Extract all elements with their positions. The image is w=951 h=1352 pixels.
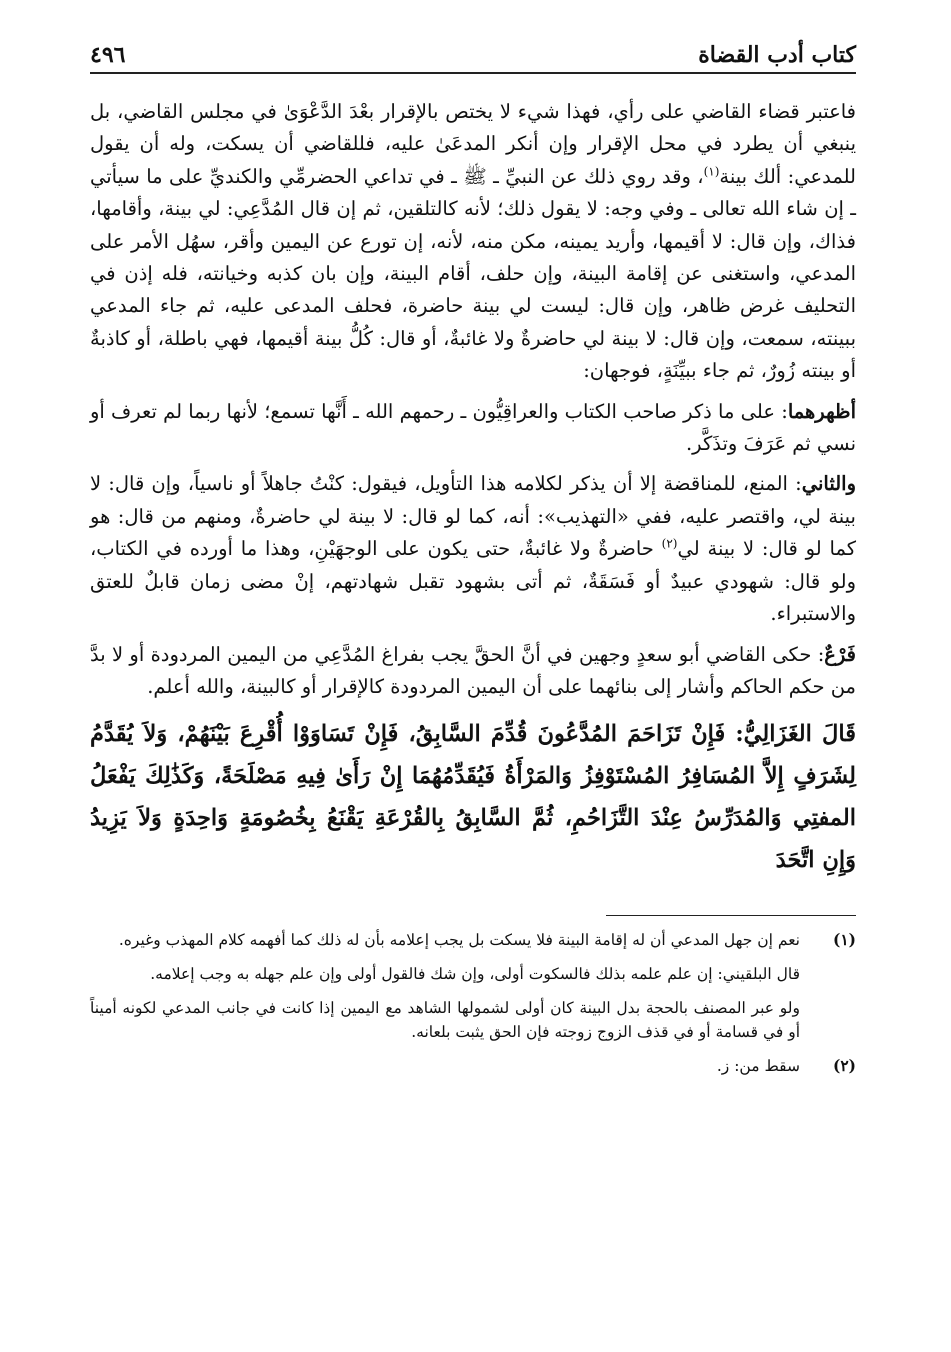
footnote-1-text: نعم إن جهل المدعي أن له إقامة البينة فلا يسكت بل يجب إعلامه بأن له ذلك كما أفهمه كلام المهذب وغيره. bbox=[118, 931, 800, 950]
paragraph-3-part-a: : المنع، للمناقضة إلا أن يذكر لكلامه هذا التأويل، فيقول: كنْتُ جاهلاً أو ناسياً، وإن قال: لا بينة لي، واقتصر عليه، ففي «التهذيب»: أنه، كما لو قال: لا بينة لي حاضرةٌ، ومنهم من قال: هو كما لو قال: لا بينة لي bbox=[90, 472, 856, 561]
footnotes bbox=[90, 928, 856, 1078]
footnote-ref-2: (٢) bbox=[661, 536, 678, 551]
footnote-ref-1: (١) bbox=[703, 164, 720, 179]
footnote-2-text: سقط من: ز. bbox=[716, 1057, 800, 1076]
running-header bbox=[90, 28, 856, 74]
footnote-2 bbox=[90, 1054, 856, 1078]
paragraph-1-part-a: فاعتبر قضاء القاضي على رأي، فهذا شيء لا يختص بالإقرار بعْدَ الدَّعْوَىٰ في مجلس القاضي، بل ينبغي أن يطرد في محل الإقرار وإن أنكر المدعَىٰ عليه، فللقاضي أن يسكت، وله أن يقول للمدعي: ألك بينة bbox=[90, 100, 856, 188]
paragraph-3-lead: والثاني bbox=[801, 472, 856, 496]
paragraph-4-text: : حكى القاضي أبو سعدٍ وجهين في أنَّ الحقَّ يجب بفراغ المُدَّعِي من اليمين المردودة أو لا بدَّ من حكم الحاكم وأشار إلى بنائهما على أن اليمين المردودة كالإقرار أو كالبينة، والله أعلم. bbox=[90, 642, 856, 698]
paragraph-4-lead: فَرْعٌ bbox=[824, 642, 856, 666]
footnote-1-number: (١) bbox=[832, 930, 856, 950]
paragraph-3-part-b: حاضرةٌ ولا غائبةٌ، حتى يكون على الوجهَيْنِ، وهذا ما أورده في الكتاب، ولو قال: شهودي عبيدٌ أو فَسَقَةٌ، ثم أتى بشهود تقبل شهادتهم، إنْ مضى زمان قابلٌ للعتق والاستبراء. bbox=[90, 537, 856, 626]
paragraph-2-lead: أظهرهما bbox=[787, 399, 856, 423]
page-number: ٤٩٦ bbox=[90, 42, 126, 68]
paragraph-1 bbox=[90, 96, 856, 388]
footnote-1-continuation-2: ولو عبر المصنف بالحجة بدل البينة كان أولى لشمولها الشاهد مع اليمين إذا كانت في جانب المدعي لكونه أميناً أو في قسامة أو في قذف الزوج زوجته فإن الحق يثبت بلعانه. bbox=[90, 999, 800, 1042]
book-title: كتاب أدب القضاة bbox=[698, 42, 856, 68]
footnote-separator bbox=[606, 915, 856, 916]
paragraph-1-part-b: ، وقد روي ذلك عن النبيِّ ـ ﷺ ـ في تداعي الحضرمِّي والكنديِّ على ما سيأتي ـ إن شاء الله تعالى ـ وفي وجه: لا يقول ذلك؛ لأنه كالتلقين، ثم إن قال المُدَّعِي: لي بينة، وأقامها، فذاك، وإن قال: لا أقيمها، وأريد يمينه، مكن منه، لأنه، إن تورع عن اليمين وأقر، سهُل الأمر على المدعي، واستغنى عن إقامة البينة، وإن حلف، أقام البينة، وإن بان كذبه وخيانته، فله إذن في التحليف غرض ظاهر، وإن قال: ليست لي بينة حاضرة، فحلف المدعى عليه، ثم جاء المدعي ببينته، سمعت، وإن قال: لا بينة لي حاضرةٌ ولا غائبةٌ، أو قال: كُلُّ بينة أقيمها، فهي باطلة، أو كاذبةٌ أو بينته زُورٌ، ثم جاء ببيِّنَةٍ، فوجهان: bbox=[90, 164, 856, 383]
footnote-1-continuation-1: قال البلقيني: إن علم علمه بذلك فالسكوت أولى، وإن شك فالقول أولى وإن علم جهله به وجب إعلامه. bbox=[150, 965, 800, 984]
paragraph-2-text: : على ما ذكر صاحب الكتاب والعراقِيُّون ـ رحمهم الله ـ أَنَّها تسمع؛ لأنها ربما لم تعرف أو نسي ثم عَرَفَ وتذَكَّر. bbox=[90, 399, 856, 456]
footnote-1 bbox=[90, 928, 856, 952]
book-page bbox=[90, 28, 856, 1088]
footnote-2-number: (٢) bbox=[832, 1056, 856, 1076]
main-text bbox=[90, 96, 856, 881]
paragraph-3 bbox=[90, 468, 856, 630]
matn-quote: قَالَ الغَزَالِيُّ: فَإِنْ تَزَاحَمَ المُدَّعُونَ قُدِّمَ السَّابِقُ، فَإِنْ تَسَاوَوْا أُقْرِعَ بَيْنَهُمْ، وَلاَ يُقَدَّمُ لِشَرَفٍ إِلاَّ المُسَافِرُ المُسْتَوْفِزُ وَالمَرْأَةُ فَيُقَدِّمُهُمَا إِنْ رَأَىٰ فِيهِ مَصْلَحَةً، وَكَذَٰلِكَ يَفْعَلُ المفتِي وَالمُدَرِّسُ عِنْدَ التَّزَاحُمِ، ثُمَّ السَّابِقُ بِالقُرْعَةِ يَقْنَعُ بِخُصُومَةٍ وَاحِدَةٍ وَلاَ يَزِيدُ وَإِنِ اتَّحَدَ bbox=[90, 721, 856, 874]
paragraph-2 bbox=[90, 396, 856, 461]
paragraph-4 bbox=[90, 639, 856, 704]
